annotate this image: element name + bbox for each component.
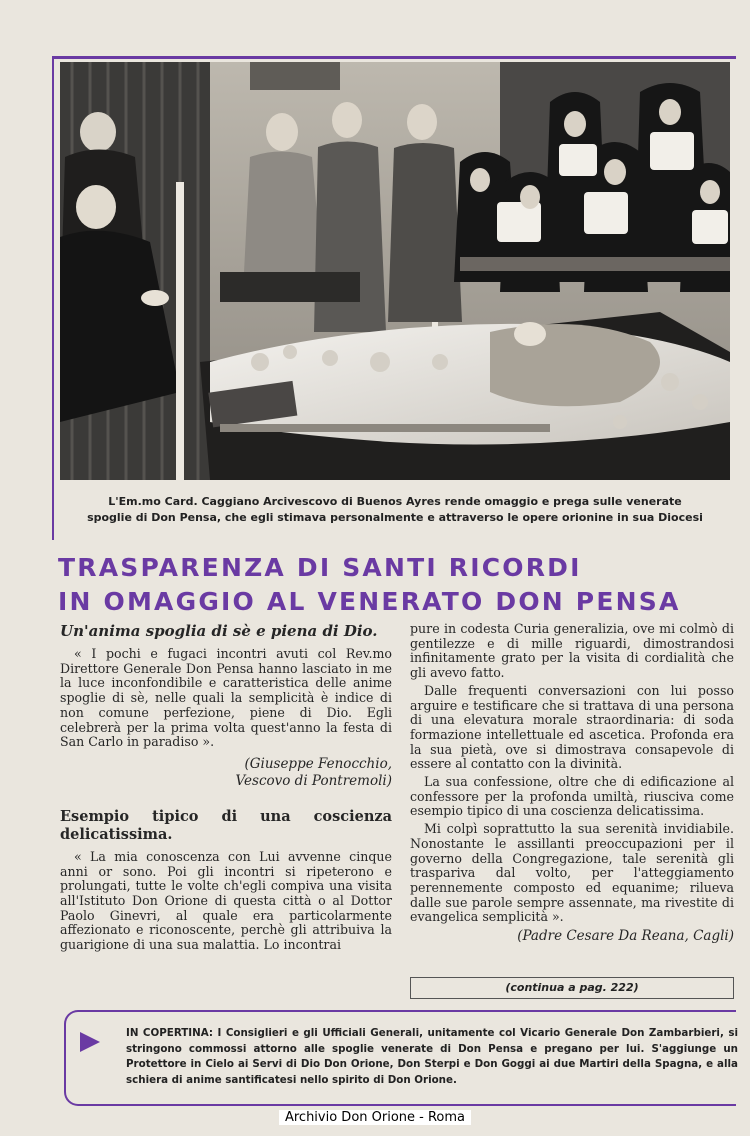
article-left-column (60, 622, 392, 956)
cover-note-text: IN COPERTINA: I Consiglieri e gli Ufficiali Generali, unitamente col Vicario Generale Don Zambarbieri, si stringono commossi attorno alle spoglie venerate di Don Pensa e pregano per lui. S'aggiunge un Protettore in Cielo ai Servi di Dio Don Orione, Don Sterpi e Don Goggi ai due Martiri della Spagna, e alla schiera di anime santificatesi nello spirito di Don Orione. (126, 1027, 738, 1086)
archive-footer (0, 1108, 750, 1130)
caption-line-2: spoglie di Don Pensa, che egli stimava personalmente e attraverso le opere orionine in sua Diocesi (87, 511, 703, 524)
caption-line-1: L'Em.mo Card. Caggiano Arcivescovo di Buenos Ayres rende omaggio e prega sulle venerate (108, 495, 682, 508)
right-paragraph-1: pure in codesta Curia generalizia, ove mi colmò di gentilezze e di mille riguardi, dimostrandosi infinitamente grato per la visita di cordialità che gli avevo fatto. (410, 621, 734, 681)
right-paragraph-2: Dalle frequenti conversazioni con lui posso arguire e testificare che si trattava di una persona di una elevatura morale straordinaria: di soda formazione intellettuale ed ascetica. Profonda era la sua pietà, ove si dimostrava consapevole di essere al contatto con la divinità. (410, 682, 734, 772)
archive-label: Archivio Don Orione - Roma (279, 1110, 471, 1125)
section-1-signature-2: Vescovo di Pontremoli) (235, 772, 392, 789)
headline-line-2: IN OMAGGIO AL VENERATO DON PENSA (58, 587, 681, 616)
photo-caption (60, 494, 730, 526)
right-paragraph-4: Mi colpì soprattutto la sua serenità invidiabile. Nonostante le assillanti preoccupazioni per il governo della Congregazione, tale serenità gli traspariva dal volto, per l'atteggiamento perennemente composto ed equanime; rilueva dalle sue parole sempre assennate, ma rivestite di evangelica semplicità ». (410, 821, 734, 925)
section-1-signature-1: (Giuseppe Fenocchio, (244, 755, 392, 772)
funeral-photograph (60, 62, 730, 480)
headline-line-1: TRASPARENZA DI SANTI RICORDI (58, 553, 582, 582)
section-2-text: « La mia conoscenza con Lui avvenne cinque anni or sono. Poi gli incontri si ripeterono e prolungati, tutte le volte ch'egli compiva una visita all'Istituto Don Orione di questa città o al Dottor Paolo Ginevri, al quale era particolarmente affezionato e riconoscente, perchè gli attribuiva la guarigione di una sua malattia. Lo incontrai (60, 848, 392, 953)
section-2-title: Esempio tipico di una coscienza delicatissima. (60, 807, 392, 843)
arrow-right-icon (80, 1032, 100, 1052)
right-signature: (Padre Cesare Da Reana, Cagli) (517, 928, 734, 945)
section-1-title: Un'anima spoglia di sè e piena di Dio. (60, 622, 378, 640)
article-headline (58, 551, 748, 619)
photo-icon (60, 62, 730, 480)
continue-notice: (continua a pag. 222) (410, 977, 734, 999)
section-1-text: « I pochi e fugaci incontri avuti col Rev.mo Direttore Generale Don Pensa hanno lasciato in me la luce inconfondibile e caratteristica delle anime spoglie di sè, nelle quali la semplicità è indice di non comune perfezione, piene di Dio. Egli celebrerà per la prima volta quest'anno la festa di San Carlo in paradiso ». (60, 646, 392, 750)
article-right-column (410, 622, 734, 945)
right-paragraph-3: La sua confessione, oltre che di edificazione al confessore per la profonda umiltà, riusciva come esempio tipico di una coscienza delicatissima. (410, 774, 734, 819)
